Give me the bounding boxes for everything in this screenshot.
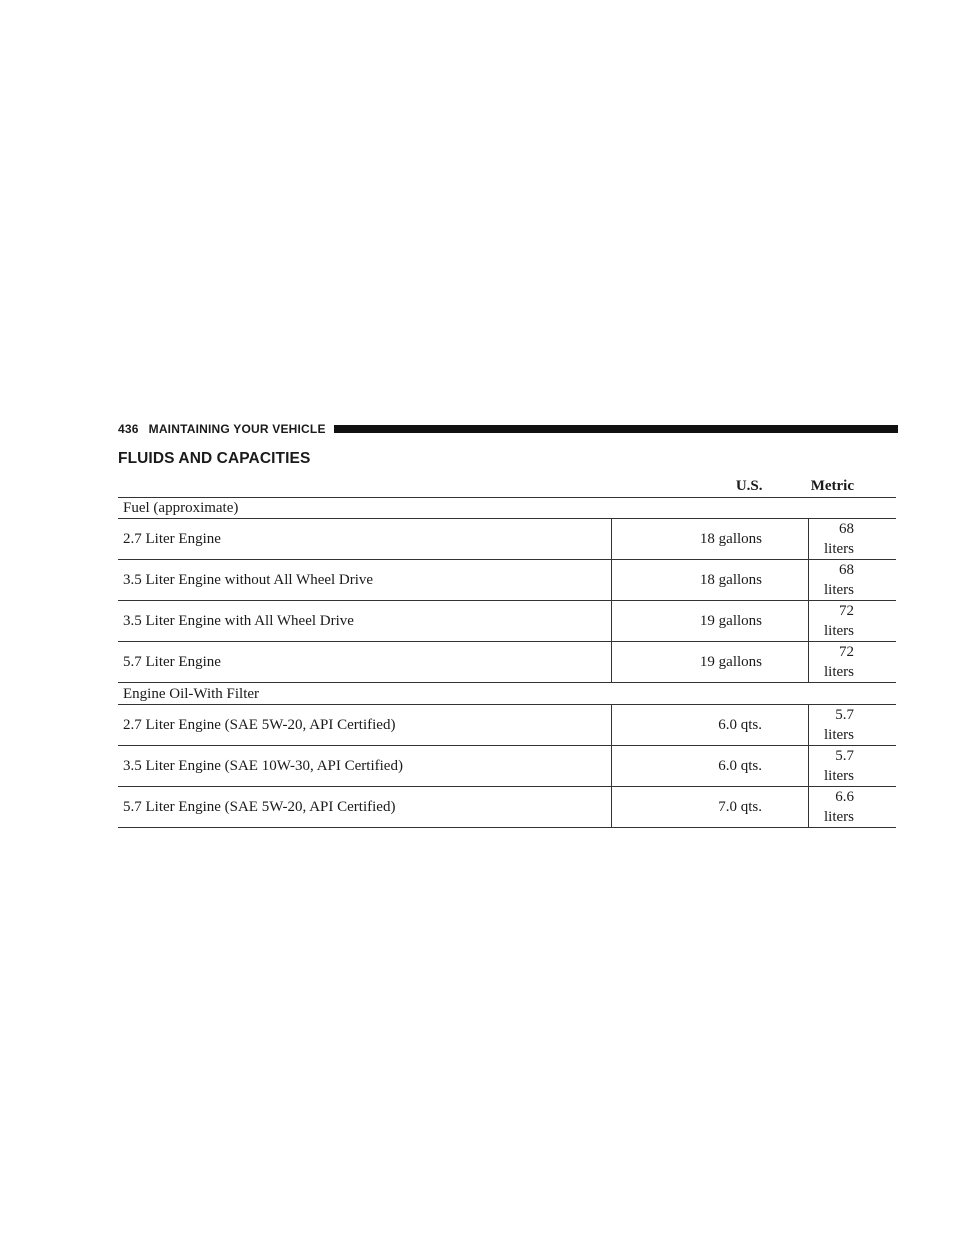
- section-title: MAINTAINING YOUR VEHICLE: [148, 422, 326, 436]
- row-us-value: 6.0 qts.: [612, 705, 809, 746]
- page-number: 436: [118, 422, 139, 436]
- header-blank-cell: [118, 476, 612, 497]
- table-row: [118, 705, 896, 746]
- row-us-value: 19 gallons: [612, 642, 809, 683]
- row-item: 5.7 Liter Engine: [123, 654, 221, 671]
- table-row: [118, 787, 896, 828]
- row-metric-value: 5.7 liters: [809, 746, 897, 787]
- column-header-us: U.S.: [735, 478, 763, 495]
- row-item: 2.7 Liter Engine: [123, 531, 221, 548]
- page-header: [118, 421, 898, 437]
- row-metric-value: 6.6 liters: [809, 787, 897, 828]
- table-row: [118, 560, 896, 601]
- table-row: [118, 746, 896, 787]
- table-row: [118, 642, 896, 683]
- row-item: 3.5 Liter Engine with All Wheel Drive: [123, 613, 354, 630]
- row-item: 2.7 Liter Engine (SAE 5W-20, API Certified): [123, 717, 396, 734]
- row-us-value: 7.0 qts.: [612, 787, 809, 828]
- row-us-value: 19 gallons: [612, 601, 809, 642]
- category-row-fuel: [118, 497, 896, 519]
- row-us-value: 6.0 qts.: [612, 746, 809, 787]
- row-metric-value: 72 liters: [809, 601, 897, 642]
- row-metric-value: 72 liters: [809, 642, 897, 683]
- row-us-value: 18 gallons: [612, 560, 809, 601]
- page-title: FLUIDS AND CAPACITIES: [118, 450, 311, 467]
- table-header-row: [118, 476, 896, 497]
- table-row: [118, 601, 896, 642]
- category-row-oil: [118, 683, 896, 705]
- category-label-fuel: Fuel (approximate): [123, 500, 239, 517]
- row-us-value: 18 gallons: [612, 519, 809, 560]
- header-rule: [334, 425, 898, 433]
- table-row: [118, 519, 896, 560]
- row-item: 3.5 Liter Engine without All Wheel Drive: [123, 572, 374, 589]
- row-metric-value: 68 liters: [809, 519, 897, 560]
- column-header-metric: Metric: [810, 478, 854, 495]
- row-metric-value: 5.7 liters: [809, 705, 897, 746]
- category-label-oil: Engine Oil-With Filter: [123, 685, 260, 702]
- row-item: 5.7 Liter Engine (SAE 5W-20, API Certified): [123, 799, 396, 816]
- row-metric-value: 68 liters: [809, 560, 897, 601]
- row-item: 3.5 Liter Engine (SAE 10W-30, API Certified): [123, 758, 403, 775]
- capacities-table: [118, 476, 896, 828]
